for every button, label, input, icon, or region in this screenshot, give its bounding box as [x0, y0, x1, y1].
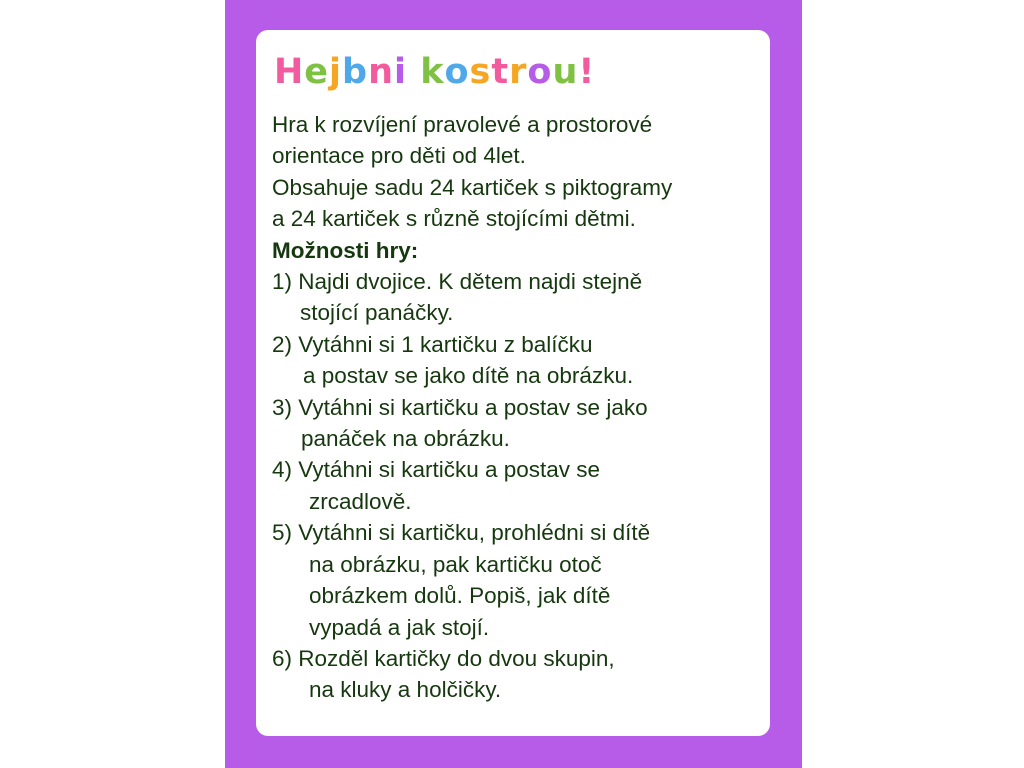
option-3-line: 3) Vytáhni si kartičku a postav se jako	[272, 394, 648, 420]
option-1-continuation: stojící panáčky.	[300, 300, 454, 326]
option-5-continuation: obrázkem dolů. Popiš, jak dítě	[309, 583, 611, 609]
instruction-text	[272, 109, 762, 706]
title-letter: e	[304, 52, 330, 92]
title-letter	[407, 50, 420, 94]
title-letter: k	[420, 52, 445, 92]
title-letter: n	[368, 52, 395, 92]
title-letter: o	[444, 52, 470, 92]
option-5-line: 5) Vytáhni si kartičku, prohlédni si dítě	[272, 520, 651, 546]
title-letter: !	[578, 52, 596, 92]
title-letter: r	[509, 52, 528, 92]
intro-line: Obsahuje sadu 24 kartiček s piktogramy	[272, 174, 673, 200]
option-6-line: 6) Rozděl kartičky do dvou skupin,	[272, 645, 615, 671]
title-letter: i	[394, 52, 408, 92]
title-letter: t	[491, 52, 510, 92]
option-6-continuation: na kluky a holčičky.	[309, 677, 502, 703]
option-3-continuation: panáček na obrázku.	[301, 426, 510, 452]
intro-line: a 24 kartiček s různě stojícími dětmi.	[272, 206, 636, 232]
options-heading: Možnosti hry:	[272, 237, 419, 263]
title-letter: s	[469, 52, 492, 92]
intro-line: Hra k rozvíjení pravolevé a prostorové	[272, 112, 653, 137]
option-4-line: 4) Vytáhni si kartičku a postav se	[272, 457, 601, 483]
title-letter: u	[552, 52, 579, 92]
option-5-continuation: vypadá a jak stojí.	[309, 614, 490, 640]
game-title	[274, 50, 595, 94]
intro-line: orientace pro děti od 4let.	[272, 143, 526, 169]
option-1-line: 1) Najdi dvojice. K dětem najdi stejně	[272, 269, 643, 295]
option-2-continuation: a postav se jako dítě na obrázku.	[303, 363, 634, 389]
title-letter: H	[274, 52, 305, 92]
title-letter: j	[329, 52, 343, 92]
option-5-continuation: na obrázku, pak kartičku otoč	[309, 551, 602, 577]
title-letter: b	[342, 52, 369, 92]
title-letter: o	[527, 52, 553, 92]
option-4-continuation: zrcadlově.	[309, 488, 412, 514]
option-2-line: 2) Vytáhni si 1 kartičku z balíčku	[272, 331, 593, 357]
